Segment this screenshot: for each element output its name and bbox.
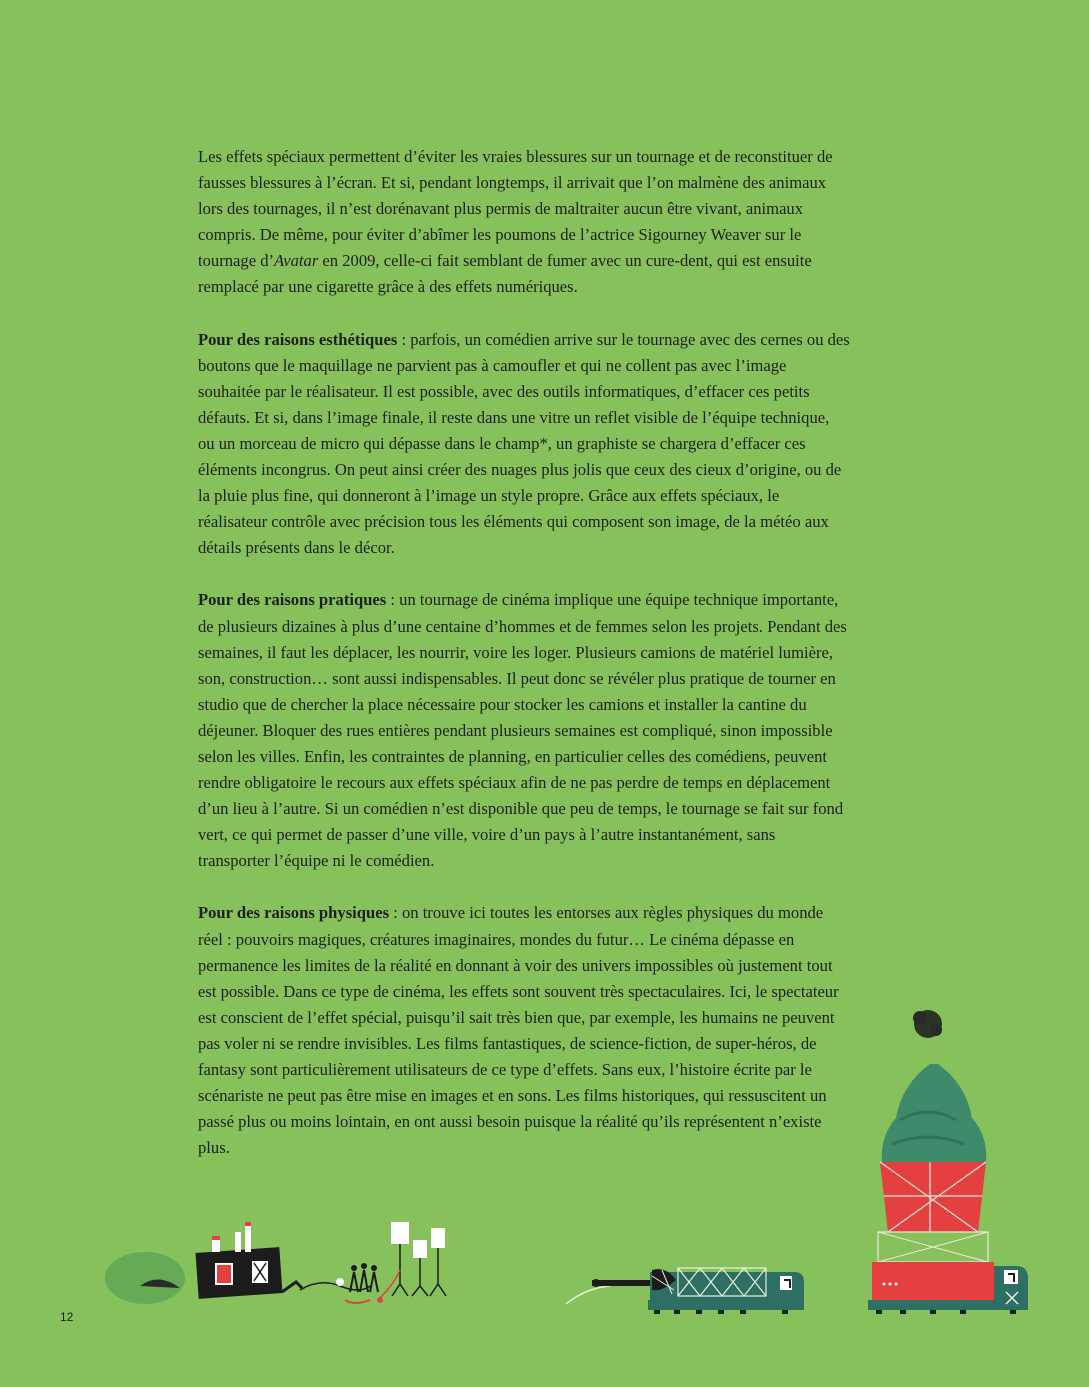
paragraph-esthetic-heading: Pour des raisons esthétiques [198, 329, 398, 349]
paragraph-intro-text-2: en 2009, celle-ci fait semblant de fumer avec un cure-dent, qui est ensuite remplacé par une cigarette grâce à des effets numériques. [198, 251, 812, 297]
film-title-avatar: Avatar [274, 251, 319, 271]
paragraph-intro-text-1: Les effets spéciaux permettent d’éviter les vraies blessures sur un tournage et de reconstituer de fausses blessures à l’écran. Et si, pendant longtemps, il arrivait que l’on malmène des animaux lors des tournages, il n’est dorénavant plus permis de maltraiter aucun être vivant, animaux compris. De même, pour éviter d’abîmer les poumons de l’actrice Sigourney Weaver sur le tournage d’ [198, 147, 833, 271]
paragraph-physical-heading: Pour des raisons physiques [198, 903, 390, 923]
paragraph-physical-text: : on trouve ici toutes les entorses aux règles physiques du monde réel : pouvoirs magiques, créatures imaginaires, mondes du futur… Le cinéma dépasse en permanence les limites de la réalité en donnant à voir des univers impossibles où justement tout est possible. Dans ce type de cinéma, les effets sont souvent très spectaculaires. Ici, le spectateur est conscient de l’effet spécial, puisqu’il sait très bien que, par exemple, les humains ne peuvent pas voler ni se rendre invisibles. Les films fantastiques, de science-fiction, de super-héros, de fantasy sont particulièrement utilisateurs de ce type d’effets. Sans eux, l’histoire écrite par le scénariste ne peut pas être mise en images et en sons. Les films historiques, qui ressuscitent un passé plus ou moins lointain, en ont aussi besoin puisque la réalité qu’ils représentent n’existe plus. [198, 903, 839, 1158]
page-number: 12 [60, 1310, 74, 1324]
paragraph-practical-text: : un tournage de cinéma implique une équipe technique importante, de plusieurs dizaines à plus d’une centaine d’hommes et de femmes selon les projets. Pendant des semaines, il faut les déplacer, les nourrir, voire les loger. Plusieurs camions de matériel lumière, son, construction… sont aussi indispensables. Il peut donc se révéler plus pratique de tourner en studio que de chercher la place nécessaire pour stocker les camions et installer la cantine du déjeuner. Bloquer des rues entières pendant plusieurs semaines est compliqué, sinon impossible selon les villes. Enfin, les contraintes de planning, en particulier celles des comédiens, peuvent rendre obligatoire le recours aux effets spéciaux afin de ne pas perdre de temps en déplacement d’un lieu à l’autre. Si un comédien n’est disponible que peu de temps, le tournage se fait sur fond vert, ce qui permet de passer d’une ville, voire d’un pays à l’autre instantanément, sans transporter l’équipe ni le comédien. [198, 590, 847, 871]
paragraph-practical-heading: Pour des raisons pratiques [198, 590, 387, 610]
truck-with-tree-in-pot-illustration [868, 1010, 1028, 1314]
paragraph-esthetic-text: : parfois, un comédien arrive sur le tournage avec des cernes ou des boutons que le maquillage ne parvient pas à camoufler et qui ne collent pas avec l’image souhaitée par le réalisateur. Il est possible, avec des outils informatiques, d’effacer ces petits défauts. Et si, dans l’image finale, il reste dans une vitre un reflet visible de l’équipe technique, ou un morceau de micro qui dépasse dans le champ*, un graphiste se chargera d’effacer ces éléments incongrus. On peut ainsi créer des nuages plus jolis que ceux des cieux d’origine, ou de la pluie plus fine, qui donneront à l’image un style propre. Grâce aux effets spéciaux, le réalisateur contrôle avec précision tous les éléments qui composent son image, de la météo aux détails présents dans le décor. [198, 329, 850, 558]
truck-with-scaffolding-illustration [566, 1268, 804, 1314]
film-set-illustration [105, 1222, 446, 1304]
